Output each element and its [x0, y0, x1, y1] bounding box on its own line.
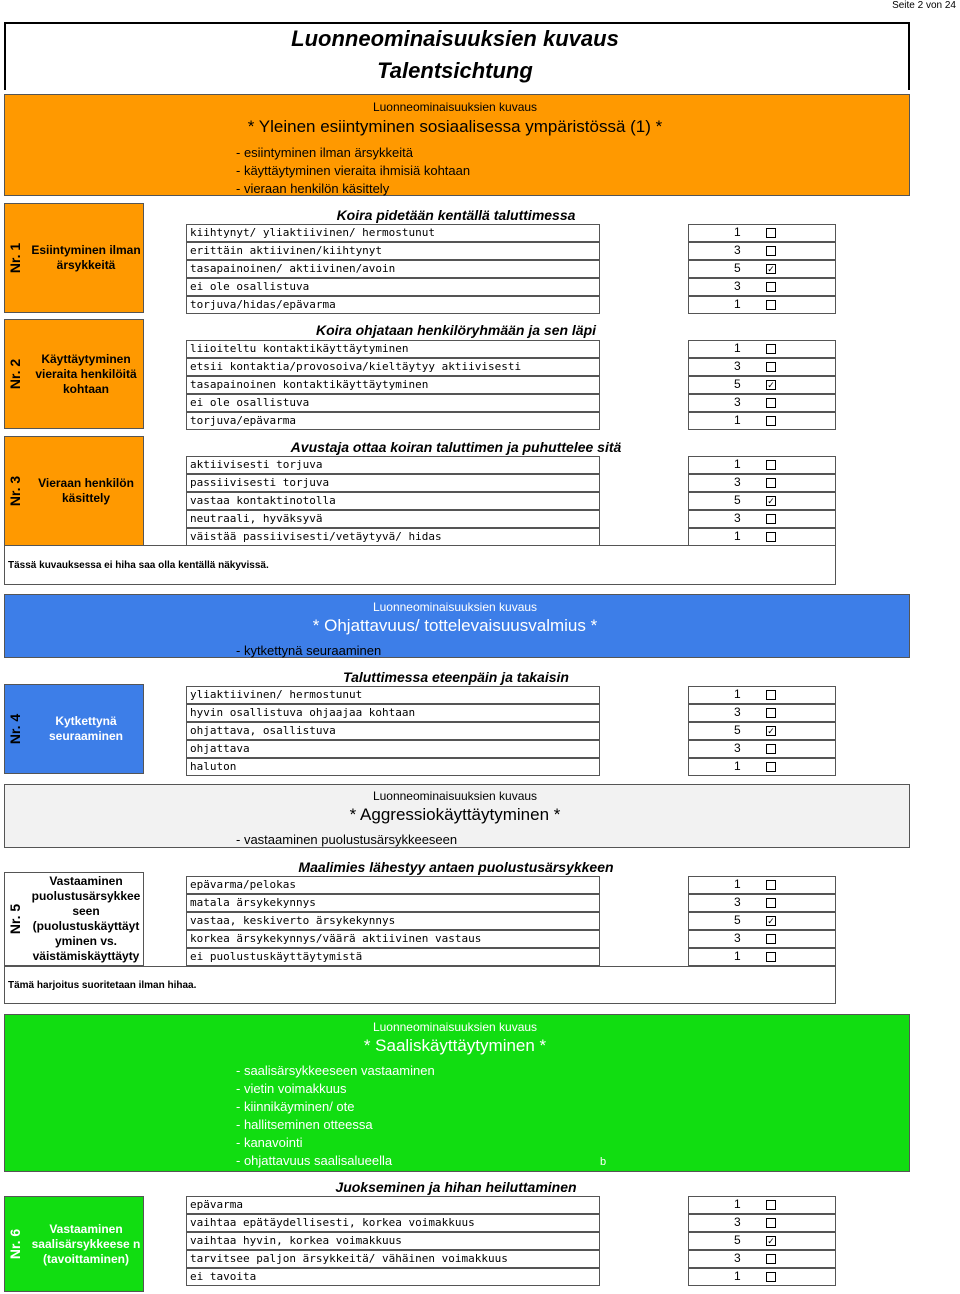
test-4-heading: Taluttimessa eteenpäin ja takaisin: [343, 669, 569, 685]
table-row: aktiivisesti torjuva 1: [186, 456, 836, 474]
checkbox[interactable]: [766, 880, 776, 890]
checkbox[interactable]: [766, 344, 776, 354]
checkbox[interactable]: [766, 952, 776, 962]
table-row: tasapainoinen/ aktiivinen/avoin 5 ✓: [186, 260, 836, 278]
section-3-heading: * Aggressiokäyttäytyminen *: [349, 805, 561, 824]
checkbox[interactable]: [766, 362, 776, 372]
table-row: ohjattava, osallistuva 5 ✓: [186, 722, 836, 740]
checkbox[interactable]: [766, 690, 776, 700]
table-row: matala ärsykekynnys 3: [186, 894, 836, 912]
checkbox[interactable]: [766, 762, 776, 772]
test-2-heading: Koira ohjataan henkilöryhmään ja sen läpi: [315, 322, 597, 338]
checkbox[interactable]: [766, 300, 776, 310]
test-3-number: Nr. 3: [7, 475, 24, 507]
checkbox-checked[interactable]: ✓: [767, 916, 775, 926]
checkbox[interactable]: [766, 416, 776, 426]
checkbox[interactable]: [766, 514, 776, 524]
table-row: ei ole osallistuva 3: [186, 278, 836, 296]
section-1-line: - vieraan henkilön käsittely: [236, 181, 390, 196]
table-row: hyvin osallistuva ohjaajaa kohtaan 3: [186, 704, 836, 722]
test-6-number: Nr. 6: [7, 1228, 24, 1260]
test-1-label: Esiintyminen ilman ärsykkeitä: [31, 243, 141, 272]
checkbox[interactable]: [766, 460, 776, 470]
checkbox[interactable]: [766, 282, 776, 292]
section-4-line: - kanavointi: [236, 1135, 303, 1150]
checkbox-checked[interactable]: ✓: [767, 1236, 775, 1246]
test-1-number: Nr. 1: [7, 242, 24, 274]
checkbox[interactable]: [766, 1272, 776, 1282]
test-6-heading: Juokseminen ja hihan heiluttaminen: [335, 1179, 577, 1195]
table-row: kiihtynyt/ yliaktiivinen/ hermostunut 1: [186, 224, 836, 242]
table-row: epävarma 1: [186, 1196, 836, 1214]
test-3-heading: Avustaja ottaa koiran taluttimen ja puhuttelee sitä: [290, 439, 622, 455]
checkbox[interactable]: [766, 1254, 776, 1264]
table-row: vastaa, keskiverto ärsykekynnys 5 ✓: [186, 912, 836, 930]
section-4-line: - vietin voimakkuus: [236, 1081, 347, 1096]
test-2-number: Nr. 2: [7, 358, 24, 390]
table-row: liioiteltu kontaktikäyttäytyminen 1: [186, 340, 836, 358]
checkbox[interactable]: [766, 228, 776, 238]
test-5-label: Vastaaminen puolustusärsykkee seen (puolustuskäyttäyt yminen vs. väistämiskäyttäyty: [31, 874, 141, 963]
test-4-label: Kytkettynä seuraaminen: [48, 714, 124, 743]
checkbox-checked[interactable]: ✓: [767, 726, 775, 736]
checkbox[interactable]: [766, 1218, 776, 1228]
section-4-line: - kiinnikäyminen/ ote: [236, 1099, 355, 1114]
note-text: Tämä harjoitus suoritetaan ilman hihaa.: [8, 980, 197, 991]
section-4-heading: * Saaliskäyttäytyminen *: [363, 1036, 547, 1055]
checkbox[interactable]: [766, 532, 776, 542]
table-row: väistää passiivisesti/vetäytyvä/ hidas 1: [186, 528, 836, 546]
section-2-heading: * Ohjattavuus/ tottelevaisuusvalmius *: [312, 616, 598, 635]
document-title: Luonneominaisuuksien kuvaus: [291, 26, 619, 51]
test-5-number: Nr. 5: [7, 903, 24, 935]
document-subtitle: Talentsichtung: [377, 58, 533, 83]
test-2-label: Käyttäytyminen vieraita henkilöitä kohtaan: [35, 351, 137, 396]
checkbox[interactable]: [766, 744, 776, 754]
section-4-line: - hallitseminen otteessa: [236, 1117, 373, 1132]
table-row: tasapainoinen kontaktikäyttäytyminen 5 ✓: [186, 376, 836, 394]
section-4-line: - ohjattavuus saalisalueella: [236, 1153, 393, 1168]
test-5-heading: Maalimies lähestyy antaen puolustusärsykkeen: [298, 859, 614, 875]
test-3-label: Vieraan henkilön käsittely: [38, 476, 134, 505]
table-row: torjuva/hidas/epävarma 1: [186, 296, 836, 314]
section-1-heading: * Yleinen esiintyminen sosiaalisessa ympäristössä (1) *: [247, 117, 663, 136]
section-2-subtitle: Luonneominaisuuksien kuvaus: [372, 600, 538, 614]
checkbox[interactable]: [766, 708, 776, 718]
checkbox-checked[interactable]: ✓: [767, 496, 775, 506]
table-row: vastaa kontaktinotolla 5 ✓: [186, 492, 836, 510]
table-row: ei puolustuskäyttäytymistä 1: [186, 948, 836, 966]
table-row: haluton 1: [186, 758, 836, 776]
page-number: Seite 2 von 24: [892, 0, 956, 11]
table-row: yliaktiivinen/ hermostunut 1: [186, 686, 836, 704]
checkbox-checked[interactable]: ✓: [767, 264, 775, 274]
note-text: Tässä kuvauksessa ei hiha saa olla kentällä näkyvissä.: [8, 560, 269, 571]
test-1-heading: Koira pidetään kentällä taluttimessa: [336, 207, 576, 223]
section-3-subtitle: Luonneominaisuuksien kuvaus: [372, 789, 538, 803]
test-6-label: Vastaaminen saalisärsykkeese n (tavoittaminen): [31, 1221, 141, 1266]
table-row: tarvitsee paljon ärsykkeitä/ vähäinen voimakkuus 3: [186, 1250, 836, 1268]
checkbox-checked[interactable]: ✓: [767, 380, 775, 390]
table-row: passiivisesti torjuva 3: [186, 474, 836, 492]
stray-mark: b: [600, 1156, 607, 1168]
section-1-line: - esiintyminen ilman ärsykkeitä: [236, 145, 414, 160]
checkbox[interactable]: [766, 934, 776, 944]
checkbox[interactable]: [766, 898, 776, 908]
checkbox[interactable]: [766, 398, 776, 408]
checkbox[interactable]: [766, 246, 776, 256]
table-row: ohjattava 3: [186, 740, 836, 758]
table-row: neutraali, hyväksyvä 3: [186, 510, 836, 528]
section-1-line: - käyttäytyminen vieraita ihmisiä kohtaan: [236, 163, 471, 178]
table-row: ei tavoita 1: [186, 1268, 836, 1286]
table-row: epävarma/pelokas 1: [186, 876, 836, 894]
section-3-line: - vastaaminen puolustusärsykkeeseen: [236, 832, 458, 847]
table-row: torjuva/epävarma 1: [186, 412, 836, 430]
checkbox[interactable]: [766, 478, 776, 488]
table-row: korkea ärsykekynnys/väärä aktiivinen vastaus 3: [186, 930, 836, 948]
table-row: etsii kontaktia/provosoiva/kieltäytyy aktiivisesti 3: [186, 358, 836, 376]
table-row: ei ole osallistuva 3: [186, 394, 836, 412]
table-row: vaihtaa hyvin, korkea voimakkuus 5 ✓: [186, 1232, 836, 1250]
section-4-line: - saalisärsykkeeseen vastaaminen: [236, 1063, 435, 1078]
table-row: vaihtaa epätäydellisesti, korkea voimakkuus 3: [186, 1214, 836, 1232]
section-2-line: - kytkettynä seuraaminen: [236, 643, 382, 658]
checkbox[interactable]: [766, 1200, 776, 1210]
table-row: erittäin aktiivinen/kiihtynyt 3: [186, 242, 836, 260]
section-1-subtitle: Luonneominaisuuksien kuvaus: [372, 100, 538, 114]
test-4-number: Nr. 4: [7, 713, 24, 745]
section-4-subtitle: Luonneominaisuuksien kuvaus: [372, 1020, 538, 1034]
